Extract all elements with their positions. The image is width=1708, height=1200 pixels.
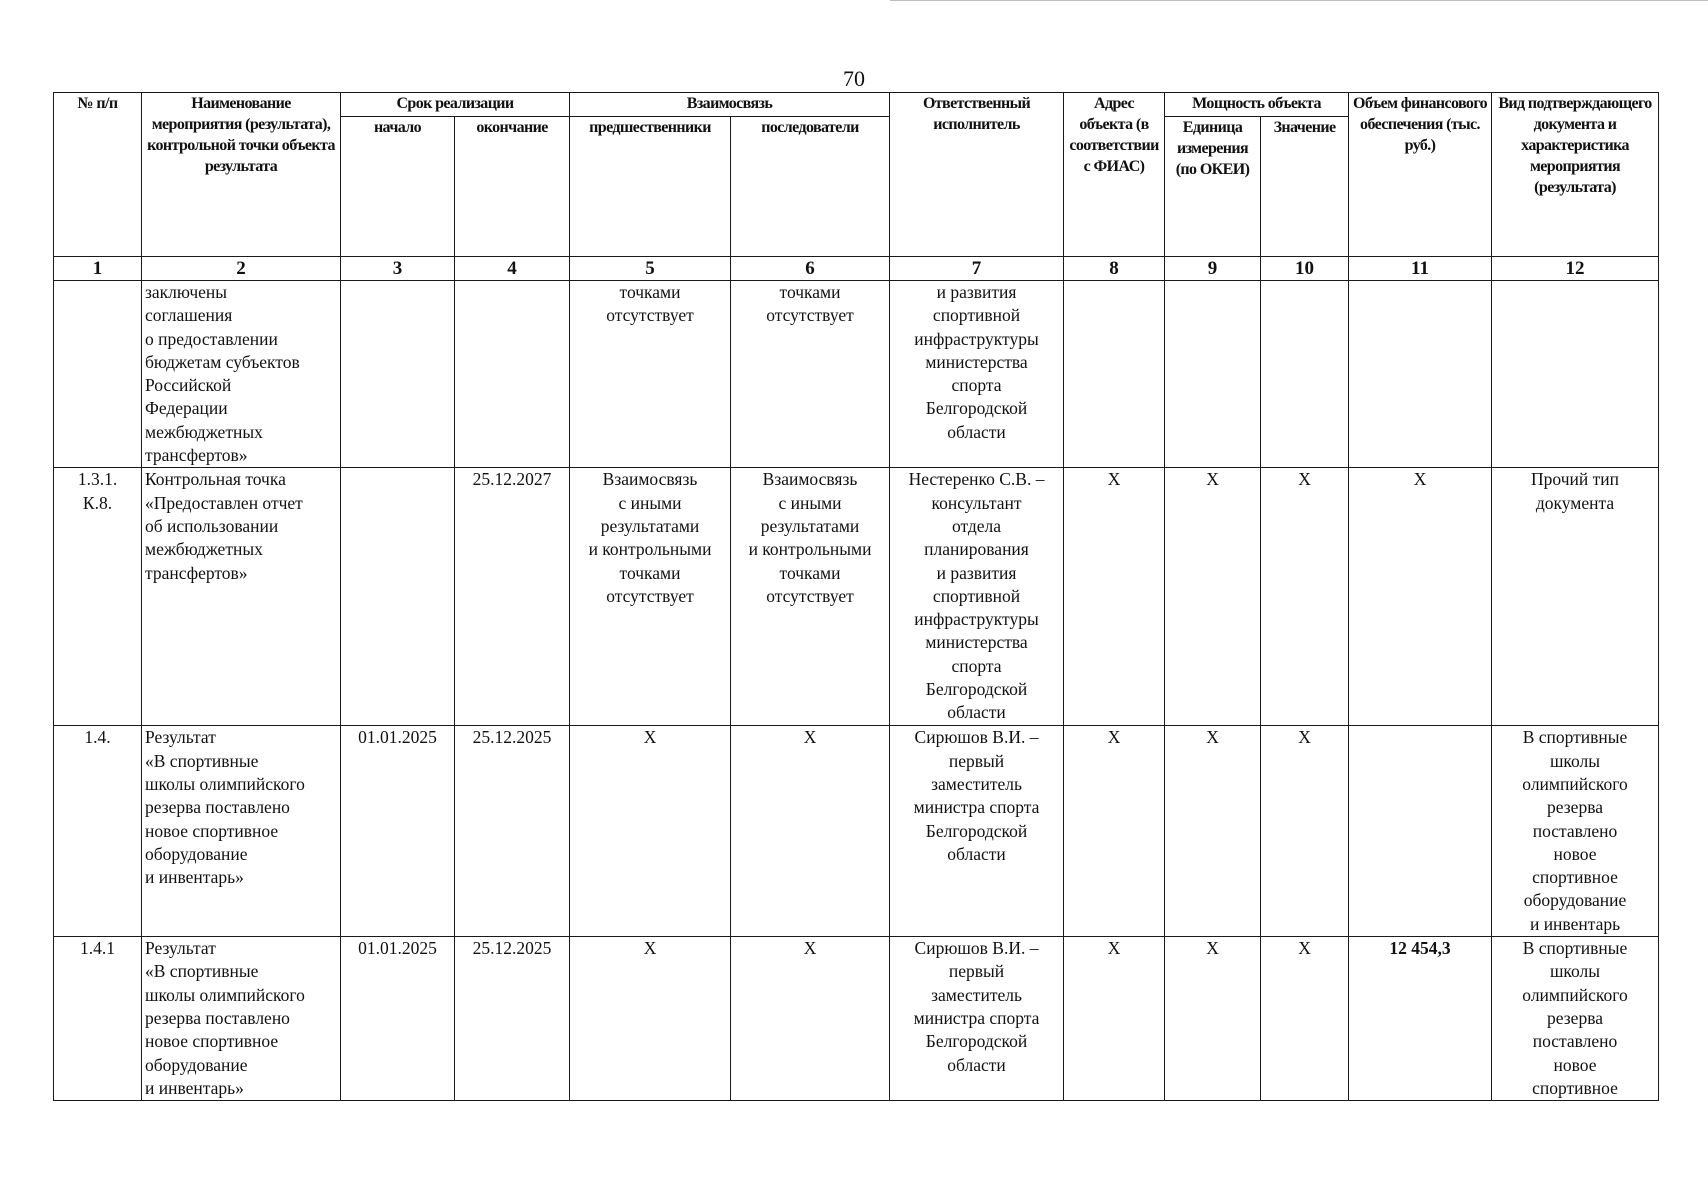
table-row: [54, 726, 1659, 937]
row-responsible: и развития спортивной инфраструктуры министерства спорта Белгородской области: [890, 281, 1064, 468]
column-number: 9: [1165, 257, 1261, 281]
table-row: [54, 937, 1659, 1101]
header-responsible: Ответственный исполнитель: [890, 93, 1064, 257]
row-end: 25.12.2025: [455, 937, 570, 1101]
row-start: [341, 468, 455, 726]
table-row: [54, 281, 1659, 468]
column-number: 5: [570, 257, 731, 281]
column-number: 8: [1064, 257, 1165, 281]
column-number: 6: [731, 257, 890, 281]
header-financing: Объем финансового обеспечения (тыс. руб.): [1349, 93, 1492, 257]
row-financing: X: [1349, 468, 1492, 726]
column-number: 7: [890, 257, 1064, 281]
row-predecessors: X: [570, 726, 731, 937]
row-successors: X: [731, 937, 890, 1101]
page-number: 70: [843, 66, 865, 91]
column-number: 11: [1349, 257, 1492, 281]
header-address: Адрес объекта (в соответствии с ФИАС): [1064, 93, 1165, 257]
header-end: окончание: [455, 117, 570, 257]
row-document: В спортивные школы олимпийского резерва поставлено новое спортивное: [1492, 937, 1659, 1101]
row-num: 1.4.: [54, 726, 142, 937]
row-financing: 12 454,3: [1349, 937, 1492, 1101]
row-start: 01.01.2025: [341, 937, 455, 1101]
row-value: [1261, 281, 1349, 468]
row-end: 25.12.2027: [455, 468, 570, 726]
row-predecessors: X: [570, 937, 731, 1101]
row-document: [1492, 281, 1659, 468]
row-start: 01.01.2025: [341, 726, 455, 937]
row-value: X: [1261, 726, 1349, 937]
header-name: Наименование мероприятия (результата), контрольной точки объекта результата: [142, 93, 341, 257]
header-successors: последователи: [731, 117, 890, 257]
header-num: № п/п: [54, 93, 142, 257]
column-number: 2: [142, 257, 341, 281]
header-power-group: Мощность объекта: [1165, 93, 1349, 117]
column-number-row: [54, 257, 1659, 281]
column-number: 10: [1261, 257, 1349, 281]
scan-edge-line: [890, 0, 1708, 1]
table-row: [54, 468, 1659, 726]
row-unit: X: [1165, 468, 1261, 726]
column-number: 12: [1492, 257, 1659, 281]
row-value: X: [1261, 937, 1349, 1101]
header-predecessors: предшественники: [570, 117, 731, 257]
row-responsible: Сирюшов В.И. – первый заместитель министра спорта Белгородской области: [890, 937, 1064, 1101]
row-address: X: [1064, 726, 1165, 937]
row-value: X: [1261, 468, 1349, 726]
row-predecessors: точками отсутствует: [570, 281, 731, 468]
row-name: Результат «В спортивные школы олимпийского резерва поставлено новое спортивное оборудование и инвентарь»: [142, 726, 341, 937]
header-unit: Единица измерения (по ОКЕИ): [1165, 117, 1261, 257]
row-name: Контрольная точка «Предоставлен отчет об использовании межбюджетных трансфертов»: [142, 468, 341, 726]
row-document: Прочий тип документа: [1492, 468, 1659, 726]
row-responsible: Сирюшов В.И. – первый заместитель министра спорта Белгородской области: [890, 726, 1064, 937]
row-financing: [1349, 281, 1492, 468]
row-address: [1064, 281, 1165, 468]
row-num: 1.4.1: [54, 937, 142, 1101]
plan-table: [53, 92, 1659, 1101]
row-successors: точками отсутствует: [731, 281, 890, 468]
row-unit: X: [1165, 726, 1261, 937]
row-financing: [1349, 726, 1492, 937]
header-document: Вид подтверждающего документа и характеристика мероприятия (результата): [1492, 93, 1659, 257]
row-unit: X: [1165, 937, 1261, 1101]
row-predecessors: Взаимосвязь с иными результатами и контрольными точками отсутствует: [570, 468, 731, 726]
header-link-group: Взаимосвязь: [570, 93, 890, 117]
row-address: X: [1064, 937, 1165, 1101]
column-number: 4: [455, 257, 570, 281]
row-start: [341, 281, 455, 468]
column-number: 3: [341, 257, 455, 281]
row-end: 25.12.2025: [455, 726, 570, 937]
row-unit: [1165, 281, 1261, 468]
row-successors: Взаимосвязь с иными результатами и контрольными точками отсутствует: [731, 468, 890, 726]
row-name: Результат «В спортивные школы олимпийского резерва поставлено новое спортивное оборудование и инвентарь»: [142, 937, 341, 1101]
row-num: [54, 281, 142, 468]
column-number: 1: [54, 257, 142, 281]
row-successors: X: [731, 726, 890, 937]
row-responsible: Нестеренко С.В. – консультант отдела планирования и развития спортивной инфраструктуры министерства спорта Белгородской области: [890, 468, 1064, 726]
row-document: В спортивные школы олимпийского резерва поставлено новое спортивное оборудование и инвентарь: [1492, 726, 1659, 937]
header-start: начало: [341, 117, 455, 257]
header-term-group: Срок реализации: [341, 93, 570, 117]
row-num: 1.3.1. К.8.: [54, 468, 142, 726]
row-end: [455, 281, 570, 468]
row-name: заключены соглашения о предоставлении бюджетам субъектов Российской Федерации межбюджетных трансфертов»: [142, 281, 341, 468]
header-value: Значение: [1261, 117, 1349, 257]
row-address: X: [1064, 468, 1165, 726]
